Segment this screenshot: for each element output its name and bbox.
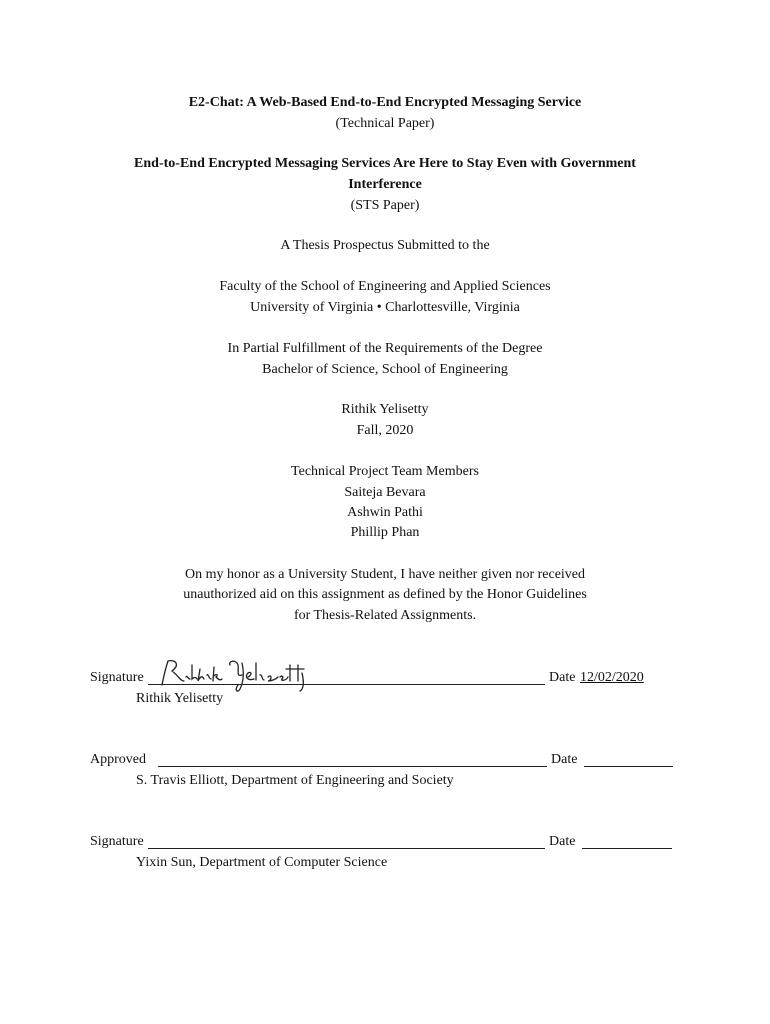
term-line: Fall, 2020 bbox=[356, 423, 414, 438]
technical-paper-title: E2-Chat: A Web-Based End-to-End Encrypted Messaging Service bbox=[188, 95, 582, 110]
submission-statement: A Thesis Prospectus Submitted to the bbox=[280, 238, 490, 253]
faculty-line: Faculty of the School of Engineering and Applied Sciences bbox=[219, 279, 551, 294]
signature-line bbox=[148, 848, 545, 849]
honor-pledge-line2: unauthorized aid on this assignment as defined by the Honor Guidelines bbox=[183, 587, 587, 602]
author-name: Rithik Yelisetty bbox=[341, 402, 429, 417]
university-line: University of Virginia • Charlottesville, Virginia bbox=[250, 300, 520, 315]
signature-label: Signature bbox=[90, 670, 144, 685]
team-heading: Technical Project Team Members bbox=[291, 464, 479, 479]
signature-row-advisor bbox=[90, 832, 680, 853]
date-label: Date bbox=[551, 752, 578, 767]
sts-paper-title-line1: End-to-End Encrypted Messaging Services Are Here to Stay Even with Government bbox=[134, 156, 636, 171]
date-label: Date bbox=[549, 834, 576, 849]
team-member: Saiteja Bevara bbox=[344, 485, 426, 500]
date-line bbox=[582, 848, 672, 849]
date-line bbox=[584, 766, 673, 767]
honor-pledge-line3: for Thesis-Related Assignments. bbox=[293, 608, 477, 623]
signature-line bbox=[158, 766, 547, 767]
student-name: Rithik Yelisetty bbox=[136, 691, 224, 706]
date-label: Date bbox=[549, 670, 576, 685]
approved-label: Approved bbox=[90, 752, 146, 767]
date-value: 12/02/2020 bbox=[580, 670, 644, 685]
signature-label: Signature bbox=[90, 834, 144, 849]
honor-pledge-line1: On my honor as a University Student, I have neither given nor received bbox=[184, 567, 586, 582]
sts-paper-subtitle: (STS Paper) bbox=[350, 198, 420, 213]
signature-row-approver bbox=[90, 750, 680, 771]
approver-name: S. Travis Elliott, Department of Engineering and Society bbox=[136, 773, 454, 788]
advisor-name: Yixin Sun, Department of Computer Science bbox=[136, 855, 388, 870]
team-member: Phillip Phan bbox=[350, 525, 420, 540]
sts-paper-title-line2: Interference bbox=[348, 177, 422, 192]
fulfillment-line: In Partial Fulfillment of the Requirements of the Degree bbox=[227, 341, 543, 356]
team-member: Ashwin Pathi bbox=[347, 505, 423, 520]
technical-paper-subtitle: (Technical Paper) bbox=[335, 116, 435, 131]
degree-line: Bachelor of Science, School of Engineering bbox=[262, 362, 508, 377]
